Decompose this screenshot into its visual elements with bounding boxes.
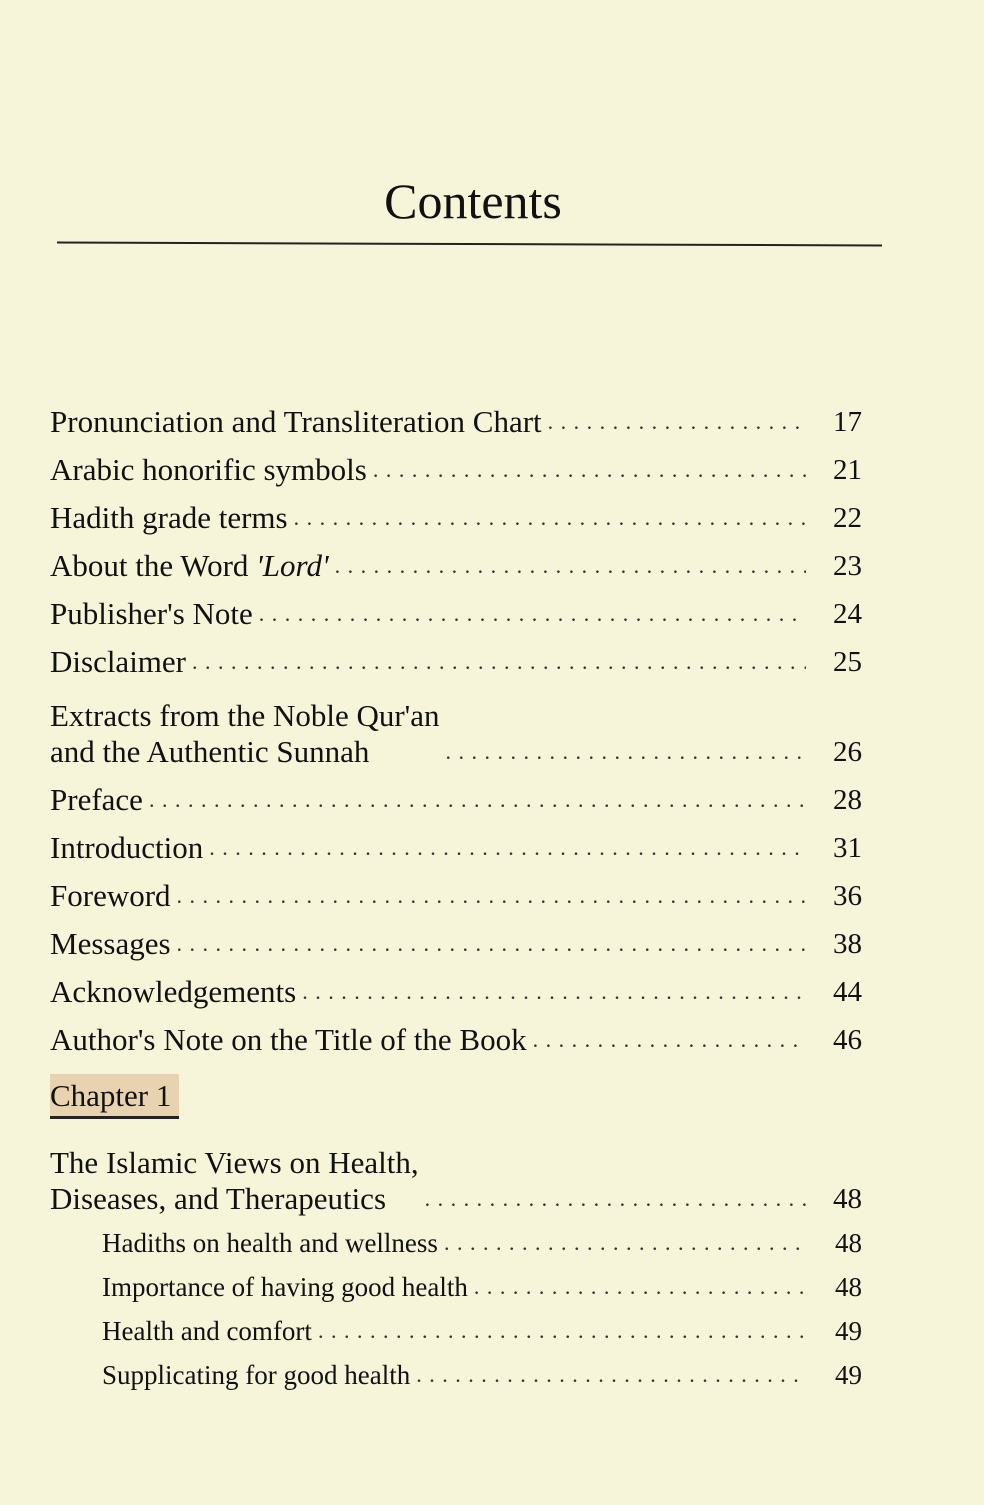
toc-entry[interactable]	[50, 680, 862, 770]
page-title: Contents	[384, 173, 562, 229]
dot-leader	[288, 500, 806, 536]
toc-entry[interactable]	[50, 1010, 862, 1058]
chapter-label-text: Chapter 1	[50, 1078, 172, 1113]
section-entry[interactable]	[50, 1217, 862, 1261]
table-of-contents	[50, 392, 862, 1393]
dot-leader	[440, 734, 806, 770]
dot-leader	[186, 644, 806, 680]
entry-page: 28	[833, 784, 862, 816]
entry-page: 44	[833, 976, 862, 1008]
toc-entry[interactable]	[50, 866, 862, 914]
dot-leader	[527, 1022, 806, 1058]
entry-page: 22	[833, 502, 862, 534]
entry-page: 48	[835, 1228, 862, 1258]
chapter-title-entry[interactable]	[50, 1133, 862, 1217]
dot-leader	[468, 1269, 806, 1305]
dot-leader	[253, 596, 806, 632]
entry-title	[50, 548, 329, 584]
entry-title: Acknowledgements	[50, 974, 297, 1009]
toc-entry[interactable]	[50, 488, 862, 536]
entry-title-line2: Diseases, and Therapeutics	[50, 1181, 387, 1216]
entry-title-line1: Extracts from the Noble Qur'an	[50, 698, 440, 733]
dot-leader	[329, 548, 806, 584]
section-entry[interactable]	[50, 1261, 862, 1305]
entry-page: 49	[835, 1360, 862, 1390]
entry-page: 38	[833, 928, 862, 960]
toc-entry[interactable]	[50, 440, 862, 488]
entry-title: Preface	[50, 782, 143, 817]
toc-entry[interactable]	[50, 818, 862, 866]
entry-title: Importance of having good health	[102, 1272, 468, 1302]
entry-page: 23	[833, 550, 862, 582]
entry-page: 31	[833, 832, 862, 864]
entry-title: Hadith grade terms	[50, 500, 288, 535]
entry-page: 24	[833, 598, 862, 630]
entry-title: Foreword	[50, 878, 171, 913]
dot-leader	[312, 1313, 806, 1349]
entry-title: Author's Note on the Title of the Book	[50, 1022, 527, 1057]
entry-title: Arabic honorific symbols	[50, 452, 367, 487]
entry-title-line2: and the Authentic Sunnah	[50, 734, 370, 769]
dot-leader	[419, 1181, 806, 1217]
dot-leader	[203, 830, 806, 866]
dot-leader	[171, 878, 806, 914]
entry-title: Introduction	[50, 830, 204, 865]
entry-title: Pronunciation and Transliteration Chart	[50, 404, 542, 439]
dot-leader	[296, 974, 806, 1010]
entry-page: 17	[833, 406, 862, 438]
toc-entry[interactable]	[50, 770, 862, 818]
toc-entry[interactable]	[50, 914, 862, 962]
dot-leader	[367, 452, 806, 488]
entry-page: 36	[833, 880, 862, 912]
entry-title	[50, 1145, 419, 1217]
toc-entry[interactable]	[50, 536, 862, 584]
dot-leader	[542, 404, 806, 440]
section-entry[interactable]	[50, 1305, 862, 1349]
entry-title: Hadiths on health and wellness	[102, 1228, 438, 1258]
entry-page: 49	[835, 1316, 862, 1346]
toc-entry[interactable]	[50, 392, 862, 440]
toc-entry[interactable]	[50, 632, 862, 680]
entry-page: 21	[833, 454, 862, 486]
entry-title-text: About the Word	[50, 548, 257, 583]
entry-title: Messages	[50, 926, 171, 961]
entry-title: Supplicating for good health	[102, 1360, 411, 1390]
toc-entry[interactable]	[50, 584, 862, 632]
entry-title: Publisher's Note	[50, 596, 253, 631]
entry-title: Disclaimer	[50, 644, 187, 679]
toc-entry[interactable]	[50, 962, 862, 1010]
section-entry[interactable]	[50, 1349, 862, 1393]
entry-page: 25	[833, 646, 862, 678]
entry-page: 46	[833, 1024, 862, 1056]
entry-page: 48	[833, 1183, 862, 1215]
entry-page: 26	[833, 736, 862, 768]
entry-title: Health and comfort	[102, 1316, 312, 1346]
dot-leader	[171, 926, 806, 962]
dot-leader	[438, 1225, 806, 1261]
dot-leader	[410, 1357, 806, 1393]
entry-title-line1: The Islamic Views on Health,	[50, 1145, 419, 1180]
entry-title	[50, 698, 440, 770]
dot-leader	[143, 782, 806, 818]
entry-page: 48	[835, 1272, 862, 1302]
chapter-label	[50, 1074, 179, 1119]
title-rule	[57, 242, 882, 247]
entry-title-italic: 'Lord'	[256, 548, 329, 583]
